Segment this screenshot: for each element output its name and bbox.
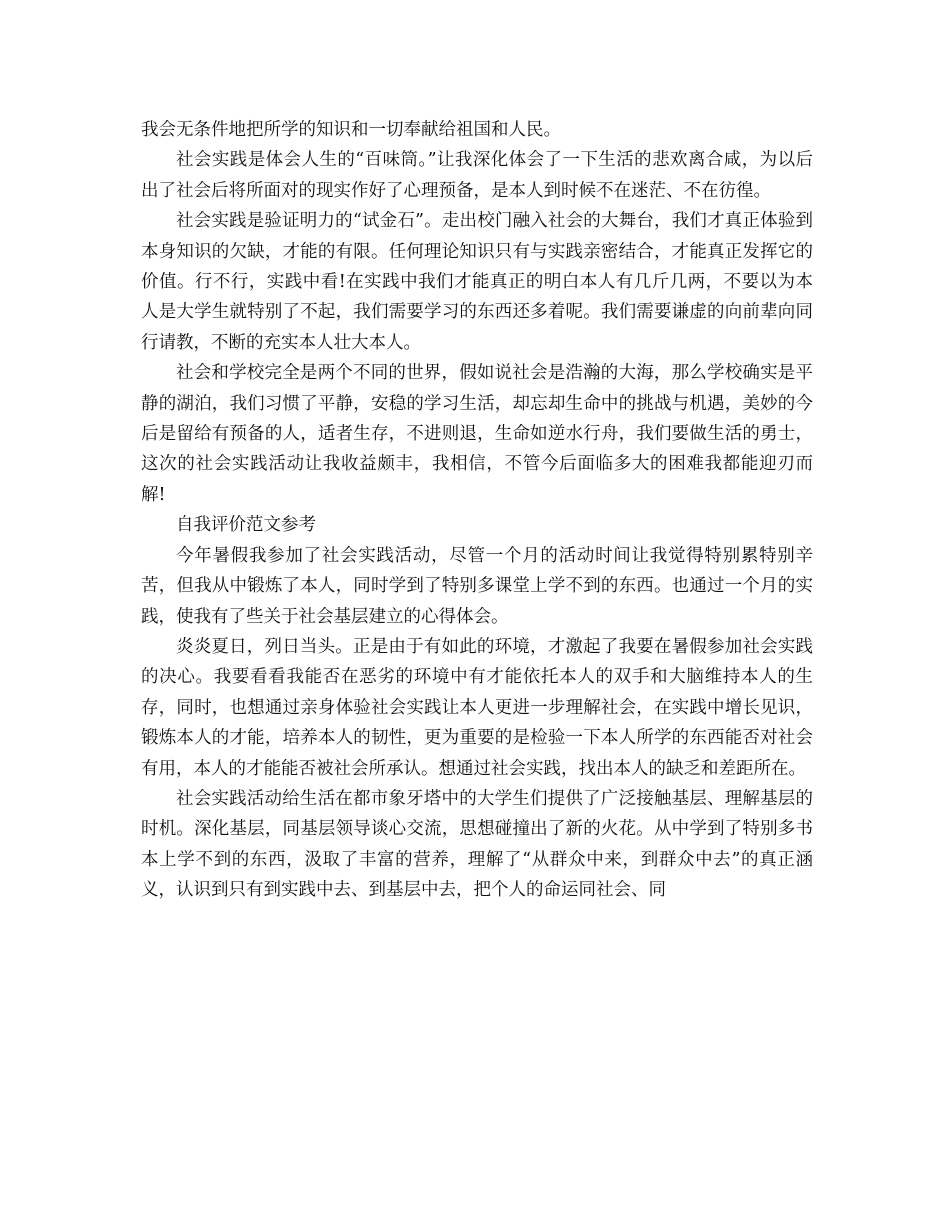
section-heading: 自我评价范文参考 xyxy=(176,515,316,536)
paragraph-7: 社会实践活动给生活在都市象牙塔中的大学生们提供了广泛接触基层、理解基层的时机。深化基层，同基层领导谈心交流，思想碰撞出了新的火花。从中学到了特别多书本上学不到的东西，汲取了丰富的营养，理解了“从群众中来，到群众中去”的真正涵义，认识到只有到实践中去、到基层中去，把个人的命运同社会、同 xyxy=(141,788,813,901)
paragraph-4: 社会和学校完全是两个不同的世界，假如说社会是浩瀚的大海，那么学校确实是平静的湖泊，我们习惯了平静，安稳的学习生活，却忘却生命中的挑战与机遇，美妙的今后是留给有预备的人，适者生存，不进则退，生命如逆水行舟，我们要做生活的勇士，这次的社会实践活动让我收益颇丰，我相信，不管今后面临多大的困难我都能迎刃而解! xyxy=(141,363,813,505)
paragraph-6: 炎炎夏日，列日当头。正是由于有如此的环境，才激起了我要在暑假参加社会实践的决心。我要看看我能否在恶劣的环境中有才能依托本人的双手和大脑维持本人的生存，同时，也想通过亲身体验社会实践让本人更进一步理解社会，在实践中增长见识，锻炼本人的才能，培养本人的韧性，更为重要的是检验一下本人所学的东西能否对社会有用，本人的才能能否被社会所承认。想通过社会实践，找出本人的缺乏和差距所在。 xyxy=(141,636,813,779)
paragraph-2: 社会实践是体会人生的“百味筒。”让我深化体会了一下生活的悲欢离合咸，为以后出了社会后将所面对的现实作好了心理预备，是本人到时候不在迷茫、不在彷徨。 xyxy=(141,150,813,201)
paragraph-1: 我会无条件地把所学的知识和一切奉献给祖国和人民。 xyxy=(141,120,561,140)
paragraph-3: 社会实践是验证明力的“试金石”。走出校门融入社会的大舞台，我们才真正体验到本身知识的欠缺，才能的有限。任何理论知识只有与实践亲密结合，才能真正发挥它的价值。行不行，实践中看!在实践中我们才能真正的明白本人有几斤几两，不要以为本人是大学生就特别了不起，我们需要学习的东西还多着呢。我们需要谦虚的向前辈向同行请教，不断的充实本人壮大本人。 xyxy=(141,211,813,353)
paragraph-5: 今年暑假我参加了社会实践活动，尽管一个月的活动时间让我觉得特别累特别辛苦，但我从中锻炼了本人，同时学到了特别多课堂上学不到的东西。也通过一个月的实践，使我有了些关于社会基层建立的心得体会。 xyxy=(141,545,813,627)
document-page xyxy=(141,115,813,906)
